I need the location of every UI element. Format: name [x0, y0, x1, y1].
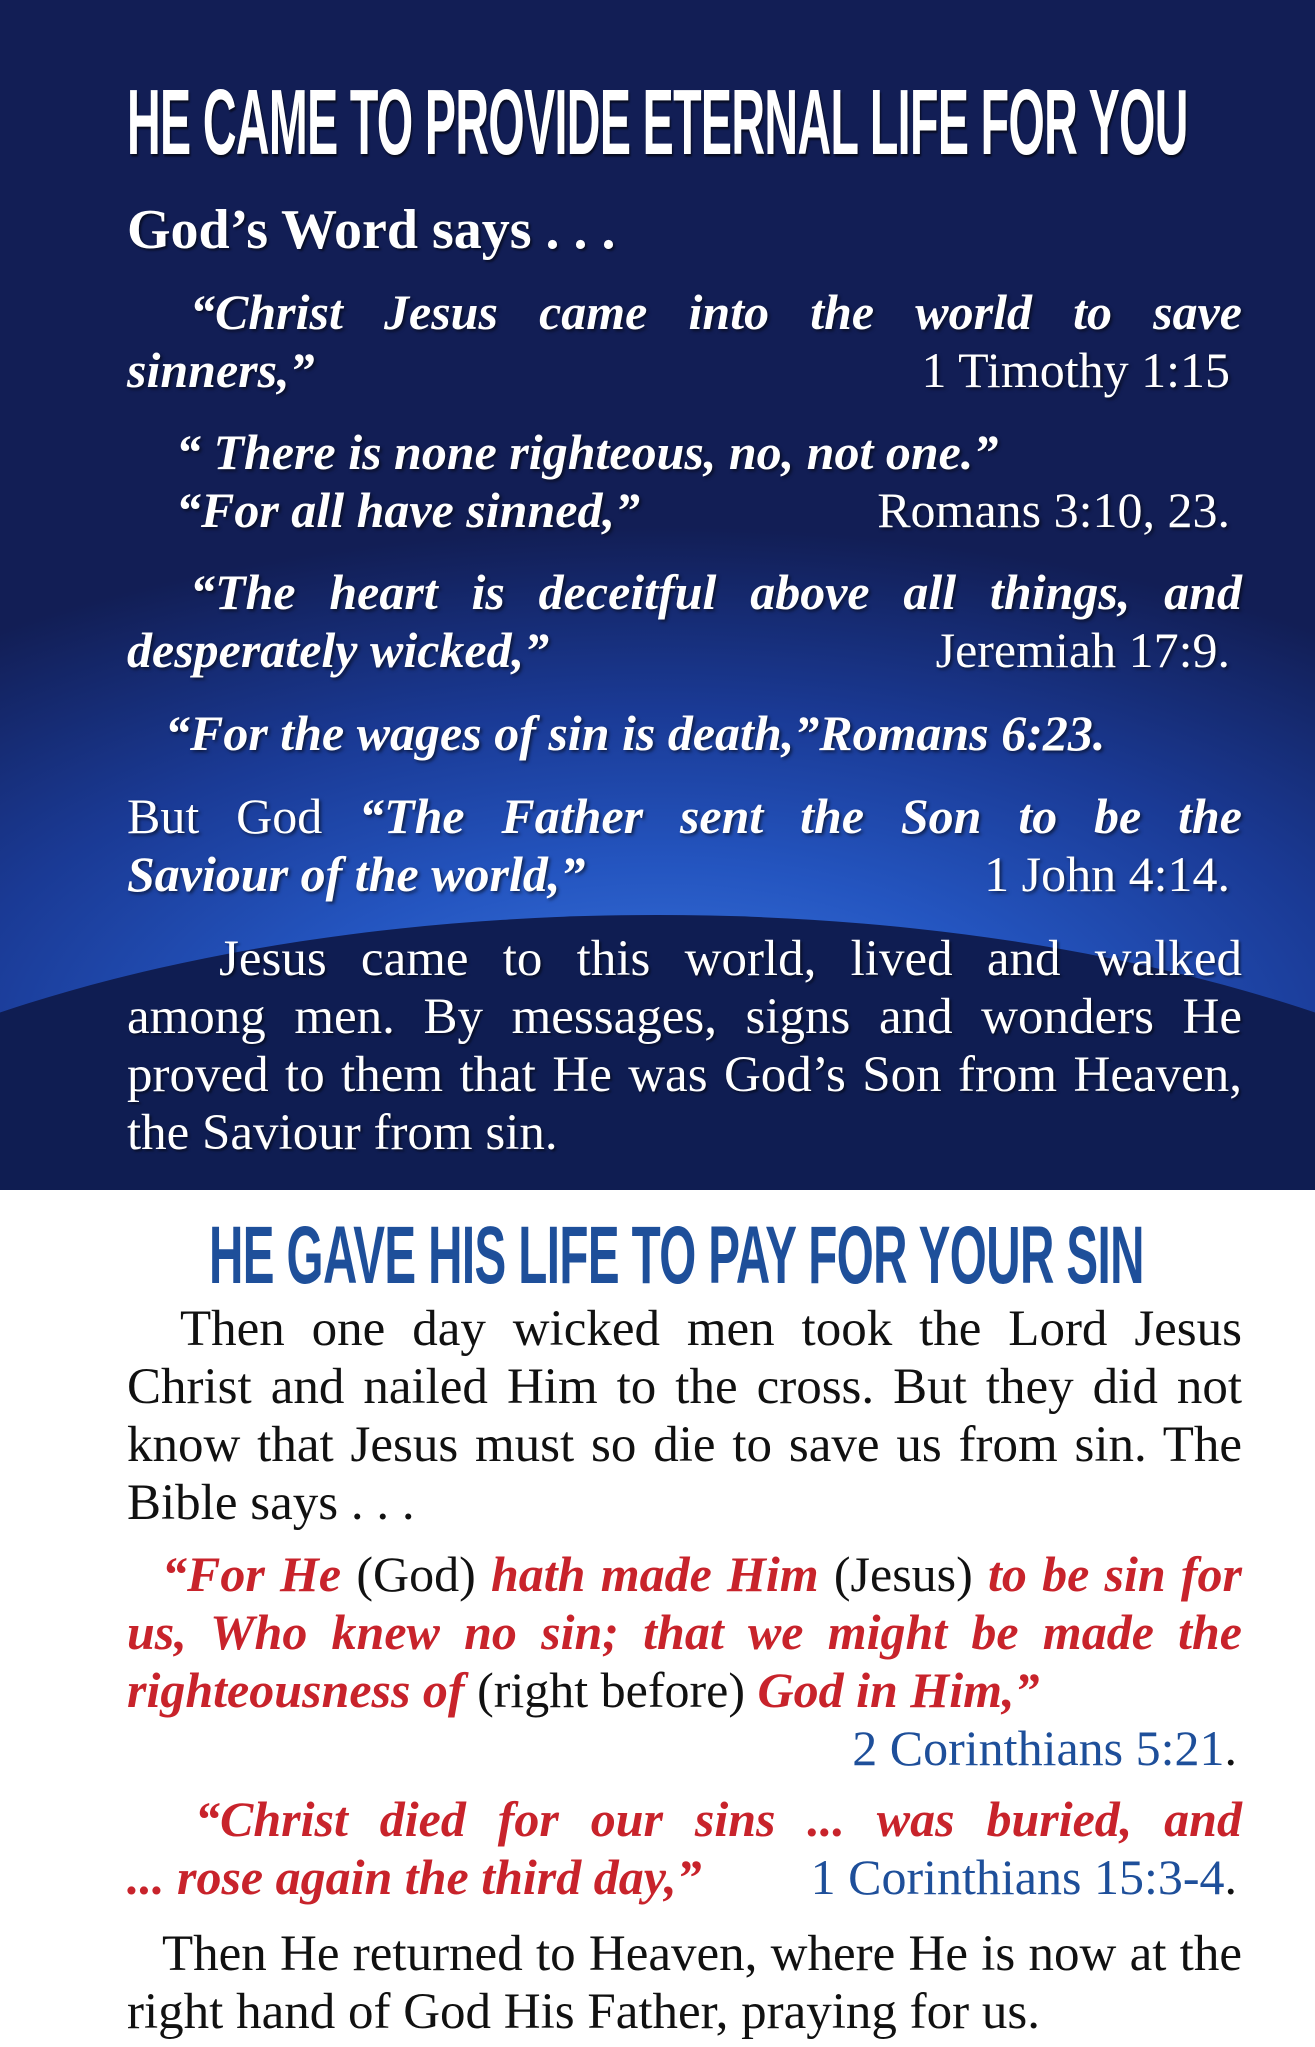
verse-romans-3-line2: “For all have sinned,”: [176, 482, 640, 538]
verse-timothy-line1: “Christ Jesus came into the world to save: [190, 284, 1242, 340]
verse-john-ref: 1 John 4:14.: [984, 846, 1230, 902]
verse-romans-3: [127, 423, 1242, 539]
section2-heading: HE GAVE HIS LIFE TO PAY FOR YOUR SIN: [209, 1210, 1144, 1301]
verse-jeremiah-line1: “The heart is deceitful above all things, and: [190, 564, 1242, 620]
section2-body1: [127, 1300, 1242, 1532]
verse-john-line1: “The Father sent the Son to be the: [359, 788, 1242, 844]
section1-body-text: Jesus came to this world, lived and walked among men. By messages, signs and wonders He proved to them that He was God’s Son from Heaven, the Saviour from sin.: [127, 931, 1242, 1161]
verse-2cor-period: .: [1224, 1720, 1237, 1776]
verse-2cor-note3: (right before): [477, 1662, 758, 1718]
verse-2cor-part3: to be sin for us, Who knew no sin; that we might be made the righteousness of: [127, 1546, 1242, 1718]
verse-1cor-line2: ... rose again the third day,”: [127, 1849, 702, 1905]
verse-timothy-line2: sinners,”: [127, 342, 315, 398]
verse-jeremiah-line2: desperately wicked,”: [127, 622, 550, 678]
verse-1cor-period: .: [1224, 1849, 1237, 1905]
verse-timothy-ref: 1 Timothy 1:15: [921, 342, 1230, 398]
verse-timothy: [127, 283, 1242, 399]
verse-1cor-line1: “Christ died for our sins ... was buried, and: [195, 1791, 1242, 1847]
verse-2cor-note1: (God): [356, 1546, 491, 1602]
section1-heading: HE CAME TO PROVIDE ETERNAL LIFE FOR YOU: [127, 70, 1188, 174]
section1-body: [127, 930, 1242, 1162]
section2-body2: [127, 1925, 1242, 2041]
section2-body2-text: Then He returned to Heaven, where He is now at the right hand of God His Father, praying for us.: [127, 1926, 1242, 2040]
verse-romans-6-ref: Romans 6:23.: [819, 705, 1106, 761]
verse-john: [127, 787, 1242, 903]
verse-2cor-note2: (Jesus): [833, 1546, 988, 1602]
verse-john-lead: But God: [127, 788, 360, 844]
verse-2cor-part2: hath made Him: [490, 1546, 834, 1602]
verse-romans-3-ref: Romans 3:10, 23.: [877, 482, 1230, 538]
verse-1cor-ref: 1 Corinthians 15:3-4: [810, 1849, 1225, 1905]
verse-romans-6-quote: “For the wages of sin is death,”: [165, 705, 820, 761]
verse-1corinthians: [127, 1790, 1242, 1906]
verse-romans-3-line1: “ There is none righteous, no, not one.”: [176, 424, 999, 480]
verse-2cor-part1: “For He: [162, 1546, 357, 1602]
verse-2cor-part4: God in Him,”: [757, 1662, 1040, 1718]
section1-intro: God’s Word says . . .: [127, 199, 616, 261]
verse-jeremiah: [127, 563, 1242, 679]
verse-jeremiah-ref: Jeremiah 17:9.: [935, 622, 1230, 678]
section2-body1-text: Then one day wicked men took the Lord Jesus Christ and nailed Him to the cross. But they did not know that Jesus must so die to save us from sin. The Bible says . . .: [127, 1301, 1242, 1531]
verse-2cor-ref: 2 Corinthians 5:21: [852, 1720, 1225, 1776]
verse-john-line2: Saviour of the world,”: [127, 846, 586, 902]
verse-2corinthians: [127, 1545, 1242, 1777]
verse-romans-6: [127, 704, 1242, 762]
